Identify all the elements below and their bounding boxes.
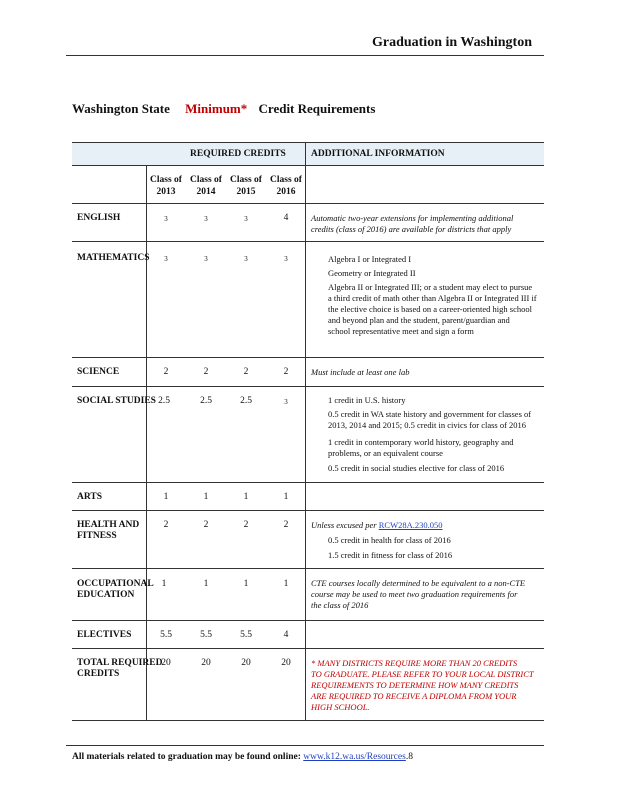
credit-cell: 1 [203,579,209,589]
credit-cell: 20 [241,658,251,668]
title-part-credit-requirements: Credit Requirements [258,101,376,116]
credit-cell: 20 [281,658,291,668]
info-health-excused: Unless excused per RCW28A.230.050 [311,520,443,530]
subject-total-required-credits: TOTAL REQUIRED CREDITS [77,658,163,679]
credit-cell: 2 [243,367,249,377]
resources-link[interactable]: www.k12.wa.us/Resources [303,752,406,762]
credit-cell: 3 [204,215,208,223]
info-social-world-history: 1 credit in contemporary world history, geography and problems, or an equivalent course [328,437,514,458]
footer-rule [66,745,544,746]
table-rule [72,568,544,569]
table-header-band [72,143,544,165]
credit-cell: 2 [283,520,289,530]
credit-cell: 3 [284,255,288,263]
required-credits-heading: REQUIRED CREDITS [190,149,286,159]
table-rule [72,720,544,721]
table-rule [72,142,544,143]
credit-cell: 2.5 [200,396,212,406]
table-rule [72,482,544,483]
info-social-us-history: 1 credit in U.S. history [328,395,406,405]
table-rule [72,203,544,204]
credit-cell: 2.5 [240,396,252,406]
credit-cell: 3 [244,255,248,263]
document-header-title: Graduation in Washington [371,35,532,50]
info-total-disclaimer: * MANY DISTRICTS REQUIRE MORE THAN 20 CREDITS TO GRADUATE. PLEASE REFER TO YOUR LOCAL DISTRICT REQUIREMENTS TO DETERMINE HOW MANY CREDITS ARE REQUIRED TO RECEIVE A DIPLOMA FROM YOUR HIGH SCHOOL. [311,658,534,712]
page-number: .8 [405,752,413,762]
table-rule [72,510,544,511]
credit-cell: 1 [243,492,249,502]
info-english: Automatic two-year extensions for implementing additional credits (class of 2016) are available for districts that apply [311,213,514,234]
info-mathematics-geometry: Geometry or Integrated II [328,268,416,278]
subject-mathematics: MATHEMATICS [77,253,150,263]
header-rule [66,55,544,56]
subject-occupational-education: OCCUPATIONAL EDUCATION [77,579,154,600]
credit-cell: 3 [164,215,168,223]
table-rule [72,386,544,387]
credit-cell: 20 [161,658,171,668]
credit-cell: 1 [161,579,167,589]
credit-cell: 1 [243,579,249,589]
credit-cell: 2.5 [158,396,170,406]
title-part-state: Washington State [72,101,170,116]
credit-cell: 1 [203,492,209,502]
credit-cell: 5.5 [160,630,172,640]
table-rule [72,357,544,358]
info-occupational: CTE courses locally determined to be equivalent to a non-CTE course may be used to meet two graduation requirements for the class of 2016 [311,578,526,610]
table-rule [72,165,544,166]
table-rule [72,620,544,621]
footer-text: All materials related to graduation may be found online: [72,752,304,762]
credit-cell: 20 [201,658,211,668]
info-mathematics-algebra1: Algebra I or Integrated I [328,254,412,264]
credit-cell: 5.5 [240,630,252,640]
page-title [72,101,375,117]
info-science: Must include at least one lab [311,367,410,377]
credit-cell: 4 [283,630,289,640]
credit-cell: 2 [283,367,289,377]
info-social-wa-history: 0.5 credit in WA state history and government for classes of 2013, 2014 and 2015; 0.5 credit in civics for class of 2016 [328,409,532,430]
credit-cell: 3 [164,255,168,263]
subject-health-fitness: HEALTH AND FITNESS [77,520,140,541]
credit-cell: 1 [283,492,289,502]
subject-social-studies: SOCIAL STUDIES [77,396,156,406]
info-social-elective: 0.5 credit in social studies elective for class of 2016 [328,463,505,473]
credit-cell: 2 [163,367,169,377]
credit-cell: 2 [203,520,209,530]
subject-english: ENGLISH [77,213,121,223]
info-mathematics-algebra2: Algebra II or Integrated III; or a student may elect to pursue a third credit of math other than Algebra II or Integrated III if the elective choice is based on a career-oriented high school and beyond plan and the student, parent/guardian and school representative meet and sign a form [328,282,537,336]
info-fitness-credit: 1.5 credit in fitness for class of 2016 [328,550,453,560]
credit-cell: 2 [243,520,249,530]
subject-electives: ELECTIVES [77,630,132,640]
credit-cell: 5.5 [200,630,212,640]
credit-cell: 2 [163,520,169,530]
year-header-2013: Class of 2013 [150,175,182,197]
credit-cell: 1 [163,492,169,502]
footer [72,752,413,762]
year-header-2014: Class of 2014 [190,175,222,197]
subject-arts: ARTS [77,492,103,502]
rcw-link[interactable]: RCW28A.230.050 [378,520,443,530]
credit-cell: 4 [283,213,289,223]
info-health-credit: 0.5 credit in health for class of 2016 [328,535,451,545]
table-rule [72,241,544,242]
title-part-minimum: Minimum* [185,101,248,116]
additional-information-heading: ADDITIONAL INFORMATION [311,149,445,159]
year-header-2016: Class of 2016 [270,175,302,197]
table-rule [72,648,544,649]
subject-science: SCIENCE [77,367,120,377]
credit-cell: 2 [203,367,209,377]
credit-cell: 1 [283,579,289,589]
credit-cell: 3 [244,215,248,223]
credit-cell: 3 [204,255,208,263]
credit-cell: 3 [284,398,288,406]
year-header-2015: Class of 2015 [230,175,262,197]
